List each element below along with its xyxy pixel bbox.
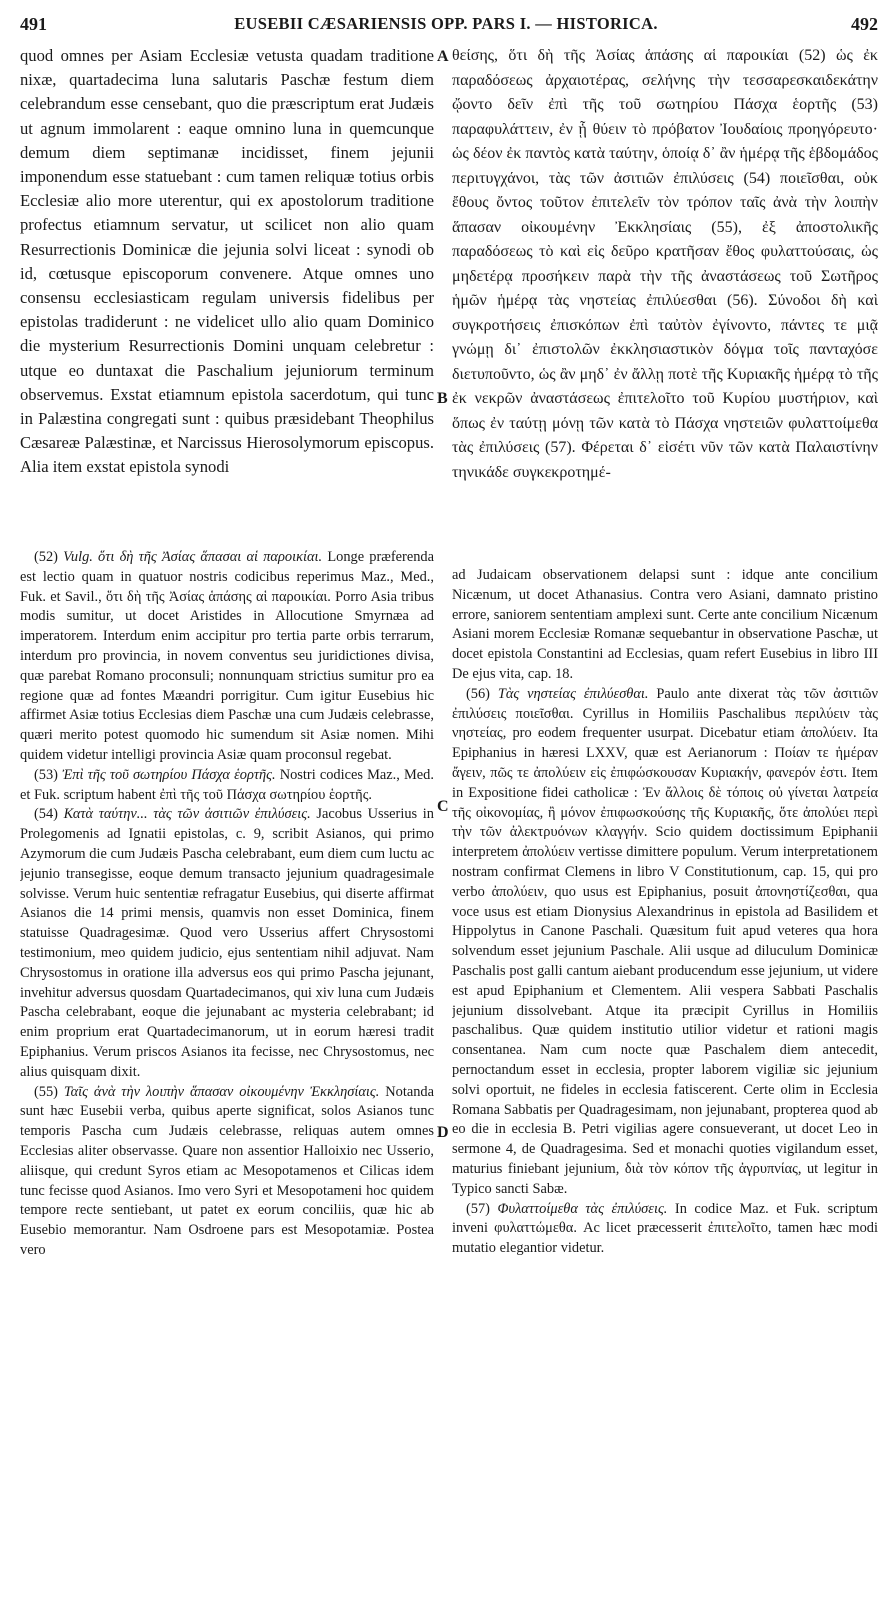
page-number-left: 491 <box>20 14 47 34</box>
latin-main-text: quod omnes per Asiam Ecclesiæ vetusta quadam traditione nixæ, quartadecima luna salutaris Paschæ festum diem celebrandum esse censebant, quo die præscriptum erat Judæis ut agnum immolarent : eaque omnino luna in quemcunque demum diem septimanæ incidisset, finem jejunii imponendum esse statuebant : cum tamen reliquæ totius orbis Ecclesiæ alio more uterentur, qui ex apostolorum traditione profectus etiamnum servatur, ut scilicet non alio quam Resurrectionis Dominicæ die jejunia solvi liceat : synodi ob id, cœtusque episcoporum convenere. Atque omnes uno consensu ecclesiasticam regulam universis fidelibus per epistolas tradiderunt : ne videlicet ullo alio quam Dominico die mysterium Resurrectionis Domini unquam celebretur : utque eo duntaxat die Paschalium jejuniorum terminum observemus. Exstat etiamnum epistola sacerdotum, qui tunc in Palæstina congregati sunt : quibus præsidebant Theophilus Cæsareæ Palæstinæ, et Narcissus Hierosolymorum episcopus. Alia item exstat epistola synodi <box>20 46 434 477</box>
margin-letter-b: B <box>437 390 448 407</box>
footnote-text: Nostri codices Maz., Med. et Fuk. scriptum habent ἐπὶ τῆς τοῦ Πάσχα σωτηρίου ἑορτῆς. <box>20 766 434 803</box>
footnote-number: (54) <box>34 806 58 823</box>
footnote-lemma: Φυλαττοίμεθα τὰς ἐπιλύσεις. <box>497 1200 668 1217</box>
footnote-53 <box>20 766 434 806</box>
footnote-lemma: Τὰς νηστείας ἐπιλύεσθαι. <box>497 685 649 702</box>
footnote-lemma: Κατὰ ταύτην... τὰς τῶν ἀσιτιῶν ἐπιλύσεις. <box>63 806 311 823</box>
footnote-continuation: ad Judaicam observationem delapsi sunt : idque ante concilium Nicænum, ut docet Athanasius. Contra vero Asiani, damnato pristino errore, saniorem sententiam amplexi sunt. Certe ante concilium Nicænum Asiani morem Ecclesiæ Romanæ sequebantur in observatione Paschæ, ut docet epistola Constantini ad Ecclesias, quam refert Eusebius in libro III De ejus vita, cap. 18. <box>452 567 878 682</box>
footnote-54 <box>20 805 434 1082</box>
footnote-text: Paulo ante dixerat τὰς τῶν ἀσιτιῶν ἐπιλύσεις ποιεῖσθαι. Cyrillus in Homiliis Paschalibus περιλύειν τὰς νηστείας, pro eodem frequenter usurpat. Dicebatur etiam ἀπολύειν. Ita Epiphanius in hæresi LXXV, quæ est Aerianorum : Ποίαν τε ἡμέραν ἄγειν, πῶς τε ἀπολύειν εἰς ἐπιφώσκουσαν Κυριακήν, φανερόν ἐστι. Item in Expositione fidei catholicæ : Ἐν ἄλλοις δὲ τόποις οὐ γίνεται λατρεία τῆς οἰκονομίας, ἢ μόνον ἐπιφωσκούσης τῆς Κυριακῆς, ὅτε ἀπολύει περὶ τὴν τῶν ἀλεκτρυόνων κλαγγήν. Scio quidem doctissimum Epiphanii interpretem ἀπολύειν vertisse dimittere populum. Verum interpretationem nostram confirmat Clemens in libro V Constitutionum, cap. 15, qui pro verbo ἀπολύειν, quo usus est Epiphanius, posuit ἀπονηστίζεσθαι, qua voce usus est etiam Dionysius Alexandrinus in epistola ad Basilidem et Hippolytus in Canone Paschali. Quæsitum fuit apud veteres qua hora solvendum esset jejunium Paschale. Alii usque ad diluculum Dominicæ Paschalis post galli cantum aiebant producendum esse jejunium, ut videre est apud Epiphanium et Clementem. Alii vespera Sabbati Paschalis jejunium dissolvebant. Atque ita præcipit Cyrillus in Homiliis paschalibus. Quæ quidem institutio utilior videtur et rationi magis consentanea. Nam cum nocte quæ Paschalem diem antecedit, pernoctandum esset in ecclesia, propter laborem vigiliæ sic jejunium solvi oportuit, ne fideles in ecclesia fatiscerent. Certe olim in Ecclesia Romana Sabbatis per Quadragesimam, non jejunabant, propterea quod ab eo die in ecclesia B. Petri vigilias agere consueverant, ut docet Leo in sermone 4, de Quadragesima. Sed et monachi quoties vigilandum esset, maturius finiebant jejunium, διὰ τὸν κόπον τῆς ἀγρυπνίας, ut legitur in Typico sancti Sabæ. <box>452 685 878 1197</box>
margin-letter-a: A <box>437 48 449 65</box>
footnote-lemma: Ταῖς ἀνὰ τὴν λοιπὴν ἅπασαν οἰκουμένην Ἐκκλησίαις. <box>63 1083 380 1100</box>
footnote-lemma: Ἐπὶ τῆς τοῦ σωτηρίου Πάσχα ἑορτῆς. <box>62 766 276 783</box>
page-title: EUSEBII CÆSARIENSIS OPP. PARS I. — HISTORICA. <box>234 14 658 33</box>
footnote-number: (53) <box>34 766 58 783</box>
footnote-number: (57) <box>466 1200 490 1217</box>
footnote-56 <box>452 685 878 1200</box>
footnote-lemma: Vulg. ὅτι δὴ τῆς Ἀσίας ἅπασαι αἱ παροικίαι. <box>63 549 323 565</box>
footnotes-left-block <box>20 548 434 1592</box>
margin-letter-c: C <box>437 798 449 815</box>
footnote-55 <box>20 1083 434 1261</box>
running-header <box>14 14 878 36</box>
greek-main-text-block <box>452 44 878 560</box>
greek-main-text: θείσης, ὅτι δὴ τῆς Ἀσίας ἁπάσης αἱ παροικίαι (52) ὡς ἐκ παραδόσεως ἀρχαιοτέρας, σελήνης τὴν τεσσαρεσκαιδεκάτην ᾤοντο δεῖν ἐπὶ τῆς τοῦ σωτηρίου Πάσχα ἑορτῆς (53) παραφυλάττειν, ἐν ᾗ θύειν τὸ πρόβατον Ἰουδαίοις προηγόρευτο· ὡς δέον ἐκ παντὸς κατὰ ταύτην, ὁποίᾳ δ᾽ ἂν ἡμέρᾳ τῆς ἑβδομάδος περιτυγχάνοι, τὰς τῶν ἀσιτιῶν ἐπιλύσεις (54) ποιεῖσθαι, οὐκ ἔθους ὄντος τοῦτον ἐπιτελεῖν τὸν τρόπον ταῖς ἀνὰ τὴν λοιπὴν ἅπασαν οἰκουμένην Ἐκκλησίαις (55), ἐξ ἀποστολικῆς παραδόσεως τὸ καὶ εἰς δεῦρο κρατῆσαν ἔθος φυλαττούσαις, ὡς μηδετέρᾳ προσήκειν παρὰ τὴν τῆς ἀναστάσεως τοῦ Σωτῆρος ἡμῶν ἡμέρᾳ τὰς νηστείας ἐπιλύεσθαι (56). Σύνοδοι δὴ καὶ συγκροτήσεις ἐπισκόπων ἐπὶ ταὐτὸν ἐγίνοντο, πάντες τε μιᾷ γνώμῃ δι᾽ ἐπιστολῶν ἐκκλησιαστικὸν δόγμα τοῖς πανταχόσε διετυποῦντο, ὡς ἂν μηδ᾽ ἐν ἄλλῃ ποτὲ τῆς Κυριακῆς ἡμέρᾳ τὸ τῆς ἐκ νεκρῶν ἀναστάσεως ἐπιτελοῖτο τοῦ Κυρίου μυστήριον, καὶ ὅπως ἐν ταύτῃ μόνῃ τῶν κατὰ τὸ Πάσχα νηστειῶν φυλαττοίμεθα τὰς ἐπιλύσεις (57). Φέρεται δ᾽ εἰσέτι νῦν τῶν κατὰ Παλαιστίνην τηνικάδε συγκεκροτημέ- <box>452 47 878 481</box>
latin-main-text-block <box>20 44 434 544</box>
footnote-number: (52) <box>34 549 58 565</box>
footnote-number: (56) <box>466 685 490 702</box>
footnote-text: In codice Maz. et Fuk. scriptum inveni φυλαττώμεθα. Ac licet præcesserit ἐπιτελοῖτο, tamen hæc modi mutatio elegantior videtur. <box>452 1200 878 1257</box>
footnote-57 <box>452 1200 878 1259</box>
footnote-number: (55) <box>34 1083 58 1100</box>
footnote-text: Jacobus Usserius in Prolegomenis ad Ignatii epistolas, c. 9, scribit Asianos, qui primo Azymorum die cum Judæis Pascha celebrabant, eum diem cum luctu ac jejunio transegisse, eoque demum transacto jejunium quadragesimale solvisse. Verum huic sententiæ refragatur Eusebius, qui diserte affirmat Asianos die 14 primi mensis, quamvis non esset Dominica, finem statuisse Quadragesimæ. Quod vero Usserius affert Chrysostomi testimonium, meo quidem judicio, ejus sententiam nihil adjuvat. Nam Chrysostomus in oratione illa adversus eos qui primo Pascha jejunant, invehitur adversus quosdam Quartadecimanos, qui xiv luna cum Judæis Pascha celebrabant, eoque die jejunabant ac mysteria celebrabant; id enim proprium erat Quartadecimanorum, ut in eorum hæresi tradit Epiphanius. Verum priscos Asianos ita fecisse, nec Chrysostomus, nec alius quisquam dixit. <box>20 806 434 1080</box>
margin-letter-d: D <box>437 1124 449 1141</box>
page-number-right: 492 <box>851 14 878 34</box>
footnotes-right-block <box>452 566 878 1592</box>
footnote-text: Longe præferenda est lectio quam in quatuor nostris codicibus reperimus Maz., Med., Fuk. et Savil., ὅτι δὴ τῆς Ἀσίας ἁπάσης αἱ παροικίαι. Porro Asia tribus modis sumitur, ut docet Aristides in Allocutione Smyrnæa ad imperatorem. Interdum enim accipitur pro tertia parte orbis terrarum, interdum pro provincia, in novem conventus seu juridictiones divisa, quæ parebat Romano proconsuli; nonnunquam strictius sumitur pro ea regione quæ ad fontes Mæandri porrigitur. Cum igitur Eusebius hic affirmet Asiæ totius Ecclesias diem Paschæ una cum Judæis celebrasse, quæri merito potest quomodo hic sumendum sit Asiæ nomen. Mihi quidem videtur intelligi provincia Asiæ quam proconsul regebat. <box>20 549 434 763</box>
footnote-52 <box>20 548 434 766</box>
footnote-text: Notanda sunt hæc Eusebii verba, quibus aperte significat, solos Asianos tunc temporis Pascha cum Judæis celebrasse, reliquas autem omnes Ecclesias aliter observasse. Quare non assentior Halloixio nec Usserio, aliisque, qui credunt Syros etiam ac Mesopotamenos et Cilicas idem tunc fecisse quod Asianos. Imo vero Syri et Mesopotameni hoc quidem tempore recte sentiebant, ut patet ex eorum conciliis, quæ hic ab Eusebio memorantur. Nam Osdroene pars est Mesopotamiæ. Postea vero <box>20 1083 434 1258</box>
